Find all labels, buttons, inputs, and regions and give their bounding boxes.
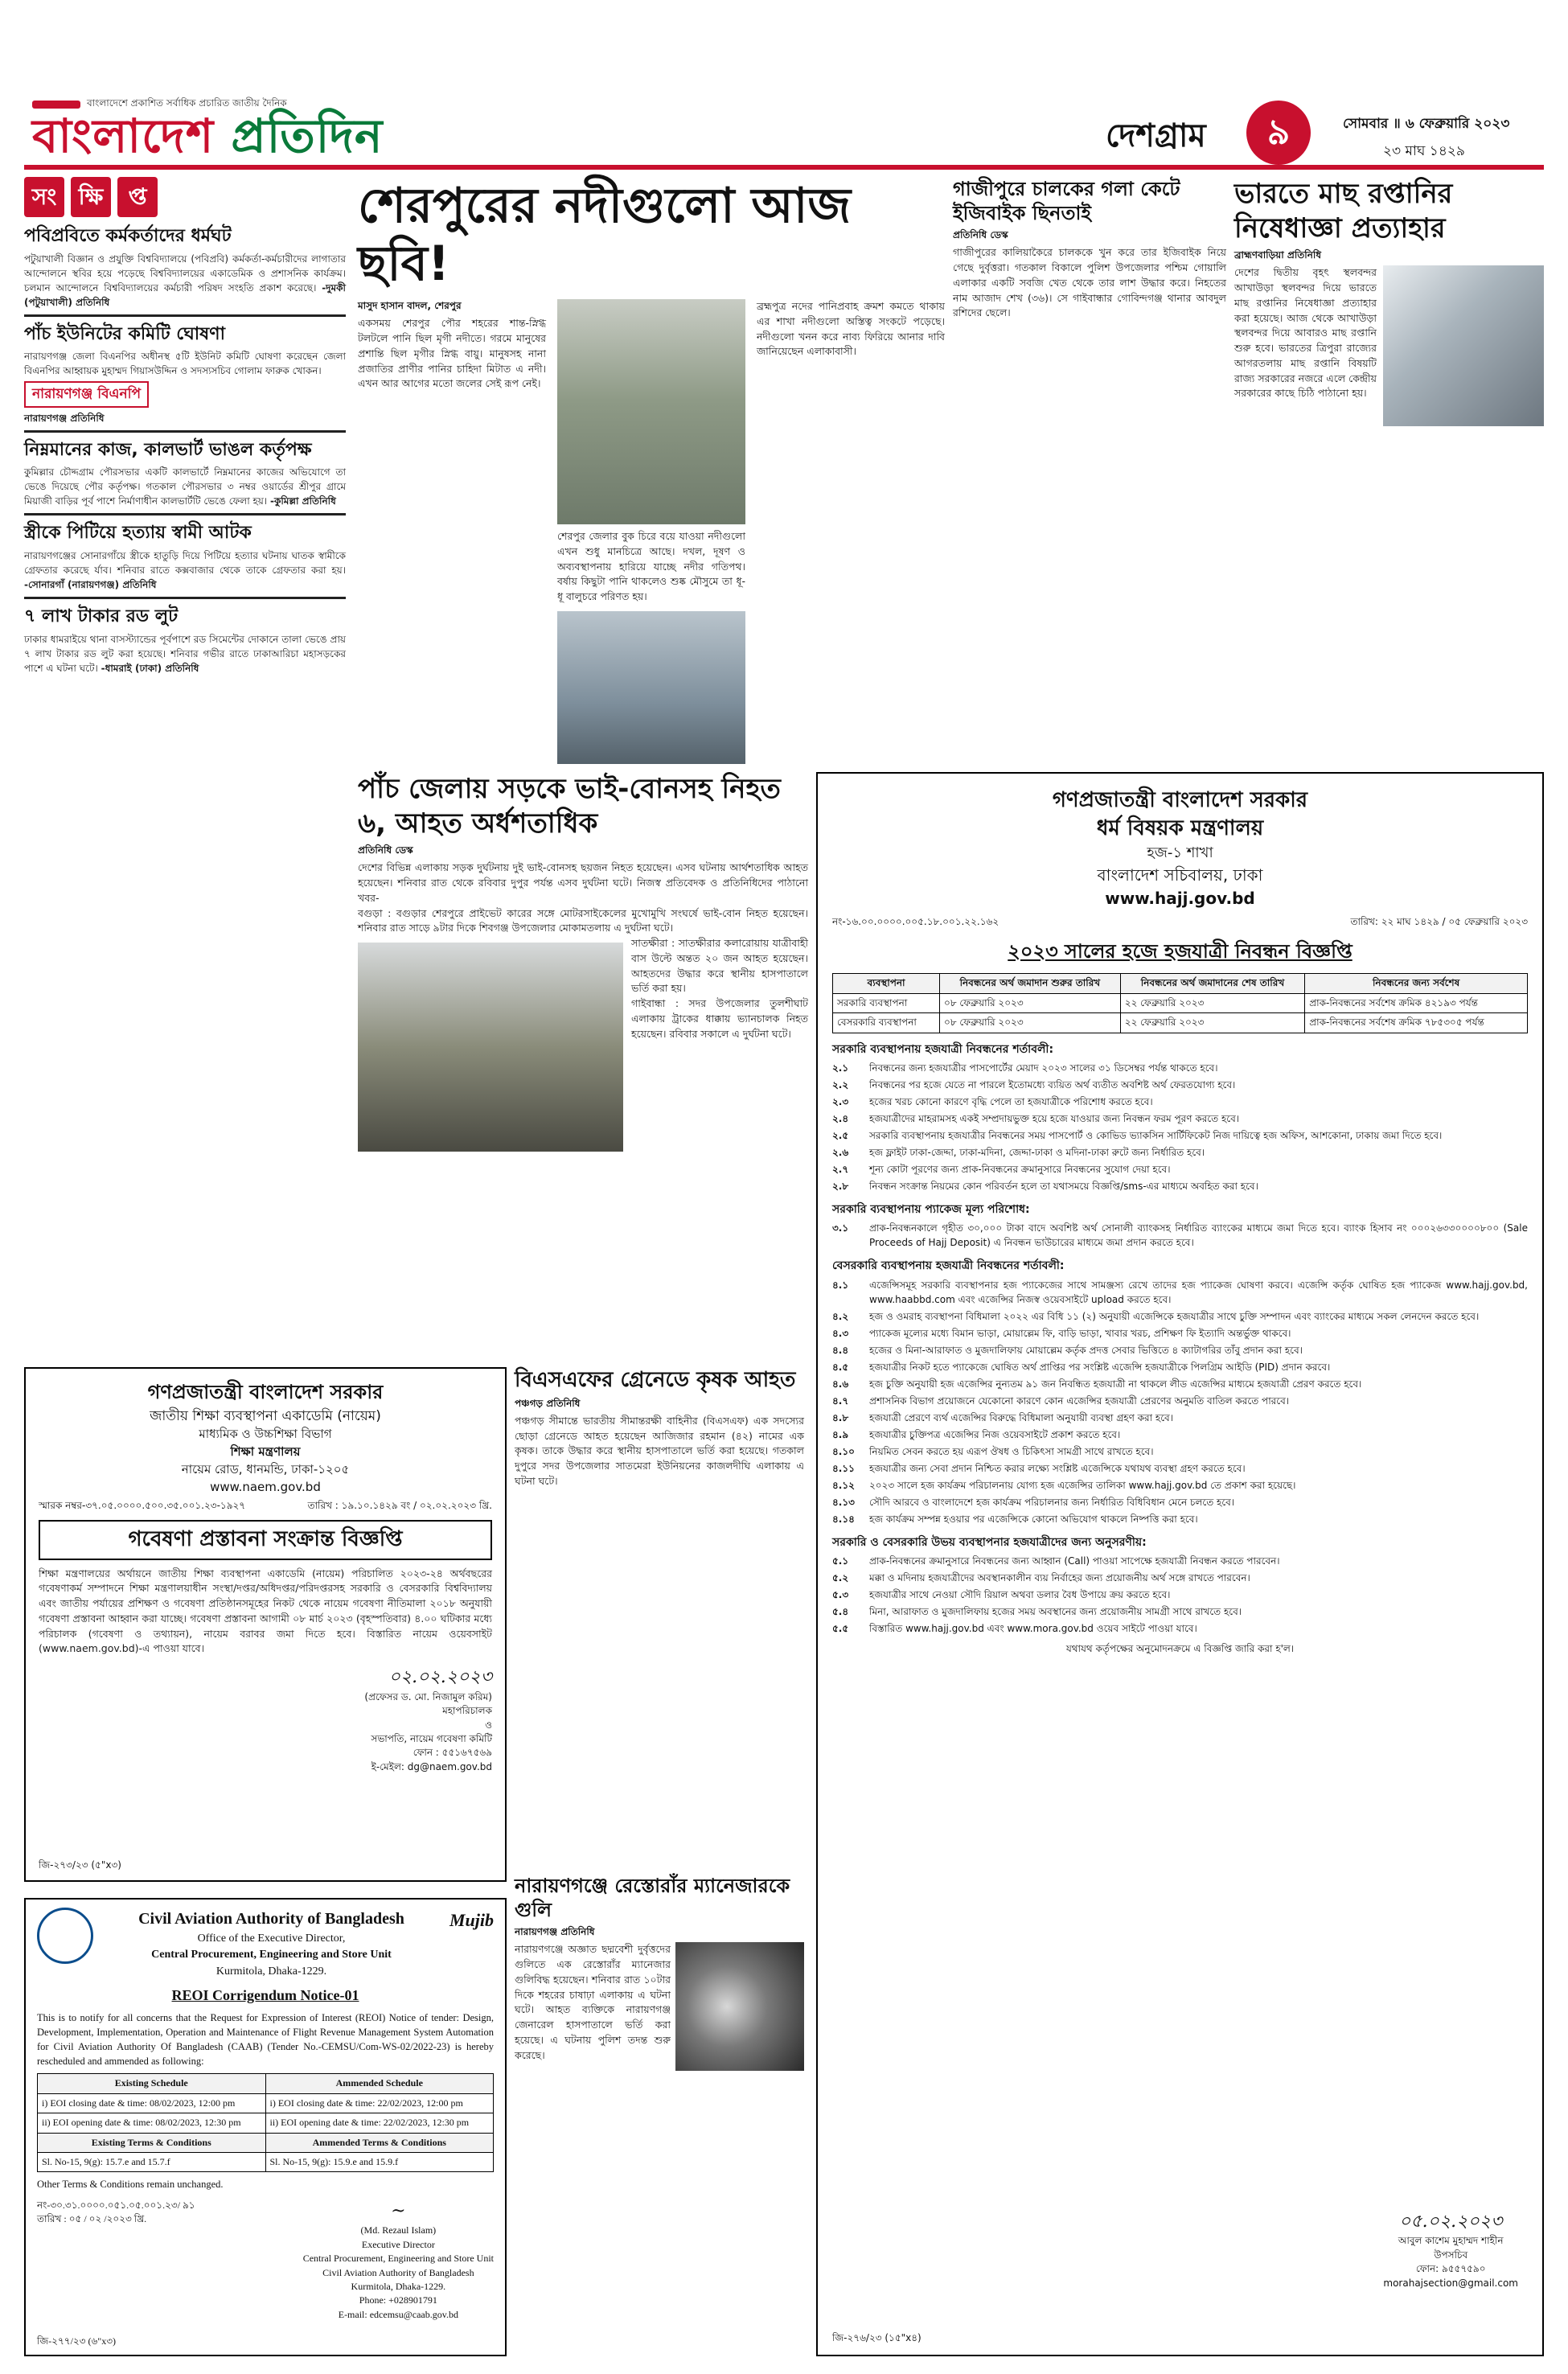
clause-number: ৪.৭ [832, 1394, 849, 1407]
caab-ref-date: তারিখ : ০৫ / ০২ /২০২৩ খ্রি. [37, 2212, 147, 2224]
naem-division: মাধ্যমিক ও উচ্চশিক্ষা বিভাগ [199, 1427, 332, 1442]
river-photo [557, 611, 745, 764]
clause-row [832, 1411, 1528, 1425]
clause-text: মিনা, আরাফাত ও মুজদালিফায় হজের সময় অবস্থানের জন্য প্রয়োজনীয় সামগ্রী সাথে রাখতে হবে। [869, 1605, 1242, 1617]
story-byline: নারায়ণগঞ্জ প্রতিনিধি [515, 1926, 595, 1937]
caab-office: Kurmitola, Dhaka-1229. [215, 1965, 327, 1978]
clause-text: প্রাক-নিবন্ধনকালে গৃহীত ৩০,০০০ টাকা বাদে অবশিষ্ট অর্থ সোনালী ব্যাংকসহ নির্ধারিত ব্যাংকের মাধ্যমে জমা দিতে হবে। ব্যাংক হিসাব নং ০০০২৬৩৩০০০০৮০০ (Sale Proceeds of Hajj Deposit) এ নিবন্ধন ভাউচারের মাধ্যমে জমা প্রদান করতে হবে। [869, 1222, 1528, 1249]
naem-gd: জি-২৭৩/২৩ (৫"x৩) [39, 1859, 121, 1871]
clause-number: ৫.৪ [832, 1605, 849, 1617]
signer-phone: Phone: +028901791 [359, 2294, 437, 2306]
clause-number: ৪.২ [832, 1310, 849, 1322]
date-line-bengali: ২৩ মাঘ ১৪২৯ [1383, 143, 1465, 159]
table-row [833, 993, 1528, 1012]
story-headline: নারায়ণগঞ্জে রেস্তোরাঁর ম্যানেজারকে গুলি [515, 1875, 790, 1921]
clause-row [832, 1394, 1528, 1408]
clause-number: ৪.১২ [832, 1479, 855, 1491]
clause-row [832, 1343, 1528, 1357]
clause-row [832, 1571, 1528, 1585]
signer-name: (Md. Rezaul Islam) [360, 2224, 437, 2236]
brief-item[interactable] [24, 225, 346, 310]
clause-row [832, 1128, 1528, 1143]
brief-byline: -কুমিল্লা প্রতিনিধি [270, 495, 336, 507]
clause-text: নিবন্ধনের জন্য হজযাত্রীর পাসপোর্টের মেয়াদ ২০২৩ সালের ৩১ ডিসেম্বর পর্যন্ত থাকতে হবে। [869, 1062, 1218, 1074]
story-text: নারায়ণগঞ্জে অজ্ঞাত ছদ্মবেশী দুর্বৃত্তদের গুলিতে এক রেস্তোরাঁর ম্যানেজার গুলিবিদ্ধ হয়েছেন। শনিবার রাত ১০টার দিকে শহরের চাষাঢ়া এলাকায় এ ঘটনা ঘটে। আহত ব্যক্তিকে নারায়ণগঞ্জ জেনারেল হাসপাতালে ভর্তি করা হয়েছে। এ ঘটনায় পুলিশ তদন্ত শুরু করেছে। [515, 1943, 671, 2061]
caab-schedule-table [37, 2073, 494, 2172]
signer-title: মহাপরিচালক [442, 1705, 492, 1717]
clause-text: সরকারি ব্যবস্থাপনায় হজযাত্রীর নিবন্ধনের সময় পাসপোর্ট ও কোভিড ভ্যাকসিন সার্টিফিকেট নিজ দায়িত্বে হজ অফিস, আশকোনা, ঢাকায় জমা দিতে হবে। [869, 1129, 1443, 1141]
lead-story[interactable] [358, 177, 945, 764]
story-byline: ব্রাহ্মণবাড়িয়া প্রতিনিধি [1234, 249, 1322, 261]
gun-photo [675, 1942, 804, 2071]
table-header: নিবন্ধনের অর্থ জমাদানের শেষ তারিখ [1120, 974, 1304, 993]
clause-text: নিবন্ধনের পর হজে যেতে না পারলে ইতোমধ্যে ব্যয়িত অর্থ ব্যতীত অবশিষ্ট অর্থ ফেরতযোগ্য হবে। [869, 1078, 1236, 1090]
clause-number: ৪.৪ [832, 1344, 849, 1356]
clause-row [832, 1621, 1528, 1636]
clause-text: হজের ও মিনা-আরাফাত ও মুজদালিফায় মোয়াল্লেম কর্তৃক প্রদত্ত সেবার ভিত্তিতে ৪ ক্যাটাগরির তাঁবু প্রদান করা হবে। [869, 1344, 1303, 1356]
clause-text: হজযাত্রীর নিকট হতে প্যাকেজে ঘোষিত অর্থ প্রাপ্তির পর সংশ্লিষ্ট এজেন্সি হজযাত্রীকে পিলগ্রিম আইডি (PID) প্রদান করবে। [869, 1361, 1331, 1373]
lead-byline: মাসুদ হাসান বাদল, শেরপুর [358, 300, 462, 311]
clause-number: ২.৮ [832, 1180, 849, 1192]
accident-photo [358, 943, 623, 1152]
divider [24, 597, 346, 599]
table-header: Ammended Terms & Conditions [265, 2133, 494, 2152]
story-headline: পাঁচ জেলায় সড়কে ভাই-বোনসহ নিহত ৬, আহত অর্ধশতাধিক [358, 773, 781, 840]
table-header: Existing Schedule [38, 2074, 266, 2093]
india-fish-story[interactable] [1234, 177, 1544, 764]
caab-other: Other Terms & Conditions remain unchanged. [37, 2179, 224, 2191]
clause-number: ৪.১৩ [832, 1496, 855, 1508]
briefs-column [24, 177, 346, 1319]
clause-number: ৪.১৪ [832, 1513, 855, 1525]
clause-text: সৌদি আরবে ও বাংলাদেশে হজ কার্যক্রম পরিচালনার জন্য নির্ধারিত বিধিবিধান মেনে চলতে হবে। [869, 1496, 1235, 1508]
signature: ০২.০২.২০২৩ [388, 1667, 492, 1688]
naem-ref-row [39, 1499, 492, 1513]
clause-number: ২.৩ [832, 1095, 849, 1107]
clause-text: বিস্তারিত www.hajj.gov.bd এবং www.mora.gov.bd ওয়েব সাইটে পাওয়া যাবে। [869, 1622, 1197, 1634]
table-row [38, 2153, 494, 2172]
clause-text: হজযাত্রীর সাথে নেওয়া সৌদি রিয়াল অথবা ডলার বৈধ উপায়ে ক্রয় করতে হবে। [869, 1588, 1171, 1600]
clause-text: মক্কা ও মদিনায় হজযাত্রীদের অবস্থানকালীন ব্যয় নির্বাহের জন্য প্রয়োজনীয় অর্থ সঙ্গে রাখতে পারবেন। [869, 1571, 1250, 1583]
naem-body: শিক্ষা মন্ত্রণালয়ের অর্থায়নে জাতীয় শিক্ষা ব্যবস্থাপনা একাডেমি (নায়েম) পরিচালিত ২০২৩-২৪ অর্থবছরের গবেষণাকর্ম সম্পাদনে শিক্ষা মন্ত্রণালয়াধীন সংস্থা/দপ্তর/অধিদপ্তর/পরিদপ্তরসহ সরকারি ও বেসরকারি বিশ্ববিদ্যালয় এবং জাতীয় পর্যায়ের প্রশিক্ষণ ও গবেষণা প্রতিষ্ঠানসমূহের নিকট থেকে নায়েম গবেষণা নীতিমালা ২০১৮ অনুযায়ী গবেষণা প্রস্তাবনা আহ্বান করা যাচ্ছে। গবেষণা প্রস্তাবনা আগামী ০৮ মার্চ ২০২৩ (বৃহস্পতিবার) ৪.০০ ঘটিকার মধ্যে পরিচালক (গবেষণা ও তথ্যায়ন), নায়েম বরাবর জমা দিতে হবে। বিস্তারিত নায়েম ওয়েবসাইট (www.naem.gov.bd)-এ পাওয়া যাবে। [39, 1567, 492, 1655]
hajj-ref-row [832, 915, 1528, 929]
brief-title: নিম্নমানের কাজ, কালভার্ট ভাঙল কর্তৃপক্ষ [24, 439, 312, 460]
clause-text: হজ কার্যক্রম সম্পন্ন হওয়ার পর এজেন্সিকে কোনো অভিযোগ থাকলে নিষ্পত্তি করা হবে। [869, 1513, 1198, 1525]
logo-part1: বাংলাদেশ [32, 109, 215, 163]
signer-title: সভাপতি, নায়েম গবেষণা কমিটি [371, 1733, 492, 1745]
brief-body: কুমিল্লার চৌদ্দগ্রাম পৌরসভার একটি কালভার্টে নিম্নমানের কাজের অভিযোগে তা ভেঙে দিয়েছে পৌর কর্তৃপক্ষ। গতকাল পৌরসভার ৩ নম্বর ওয়ার্ডের শ্রীপুর গ্রামে মিয়াজী বাড়ির পূর্ব পাশে নির্মাণাধীন কালভার্টটি ভেঙে ফেলা হয়। -কুমিল্লা প্রতিনিধি [24, 466, 346, 507]
table-cell: ০৮ ফেব্রুয়ারি ২০২৩ [940, 1013, 1121, 1033]
briefs-header-letter: প্ত [117, 177, 158, 217]
signer-phone: ফোন : ৫৫১৬৭৫৬৯ [413, 1747, 492, 1759]
divider [24, 430, 346, 433]
clause-number: ৪.১১ [832, 1462, 855, 1474]
signature-icon: ~ [391, 2200, 406, 2221]
story-headline: গাজীপুরে চালকের গলা কেটে ইজিবাইক ছিনতাই [953, 178, 1180, 224]
table-cell: Sl. No-15, 9(g): 15.7.e and 15.7.f [38, 2153, 266, 2172]
naem-title: গবেষণা প্রস্তাবনা সংক্রান্ত বিজ্ঞপ্তি [39, 1520, 492, 1560]
clause-row [832, 1221, 1528, 1250]
hajj-section-title: সরকারি ব্যবস্থাপনায় হজযাত্রী নিবন্ধনের শর্তাবলী: [832, 1042, 1054, 1056]
hajj-ministry: ধর্ম বিষয়ক মন্ত্রণালয় [1096, 816, 1264, 841]
clause-row [832, 1078, 1528, 1092]
signer-phone: ফোন: ৯৫৫৭৫৯০ [1415, 2263, 1486, 2275]
caab-notice [24, 1898, 507, 2356]
brief-byline: -ধামরাই (ঢাকা) প্রতিনিধি [101, 662, 199, 674]
table-cell: বেসরকারি ব্যবস্থাপনা [833, 1013, 940, 1033]
hajj-gov: গণপ্রজাতন্ত্রী বাংলাদেশ সরকার [1052, 788, 1308, 812]
story-text: সাতক্ষীরা : সাতক্ষীরার কলারোয়ায় যাত্রীবাহী বাস উল্টে অন্তত ২০ জন আহত হয়েছেন। আহতদের উদ্ধার করে স্থানীয় হাসপাতালে ভর্তি করা হয়। [631, 937, 808, 995]
clause-row [832, 1587, 1528, 1602]
clause-row [832, 1111, 1528, 1126]
clause-text: ২০২৩ সালে হজ কার্যক্রম পরিচালনায় যোগ্য হজ এজেন্সির তালিকা www.hajj.gov.bd তে প্রকাশ করা হয়েছে। [869, 1479, 1296, 1491]
story-byline: প্রতিনিধি ডেস্ক [953, 229, 1008, 240]
clause-text: হজের খরচ কোনো কারণে বৃদ্ধি পেলে তা হজযাত্রীকে পরিশোধ করতে হবে। [869, 1095, 1153, 1107]
clause-number: ২.২ [832, 1078, 849, 1090]
clause-row [832, 1444, 1528, 1459]
naem-website[interactable]: www.naem.gov.bd [210, 1479, 321, 1494]
lead-body [358, 299, 945, 764]
clause-row [832, 1495, 1528, 1509]
caab-intro: This is to notify for all concerns that the Request for Expression of Interest (REOI) Notice of tender: Design, Development, Implementation, Operation and Maintenance of Flight Revenue Management System Automation for Civil Aviation Authority Of Bangladesh (CAAB) (Tender No.-CEMSU/Com-WS-02/2022-23) is hereby rescheduled and ammended as following: [37, 2011, 494, 2068]
signer-name: আবুল কাশেম মুহাম্মদ শাহীন [1398, 2235, 1504, 2247]
brief-body: ঢাকার ধামরাইয়ে থানা বাসস্ট্যান্ডের পূর্বপাশে রড সিমেন্টের দোকানে তালা ভেঙে প্রায় ৭ লাখ টাকার রড লুট করা হয়েছে। শনিবার গভীর রাতে ঢাকাআরিচা মহাসড়কের পাশে এ ঘটনা ঘটে। -ধামরাই (ঢাকা) প্রতিনিধি [24, 633, 346, 674]
table-cell: i) EOI closing date & time: 22/02/2023, 12:00 pm [265, 2093, 494, 2113]
gazipur-story[interactable] [953, 177, 1226, 764]
clause-number: ৪.৩ [832, 1327, 849, 1339]
clause-number: ৪.১০ [832, 1445, 855, 1457]
brief-item[interactable] [24, 522, 346, 592]
clause-text: হজযাত্রী প্রেরণে ব্যর্থ এজেন্সির বিরুদ্ধে বিধিমালা অনুযায়ী ব্যবস্থা গ্রহণ করা হবে। [869, 1411, 1174, 1423]
page-number: ৯ [1246, 101, 1311, 165]
clause-number: ২.৬ [832, 1146, 849, 1158]
story-byline: পঞ্চগড় প্রতিনিধি [515, 1397, 581, 1409]
clause-number: ৩.১ [832, 1222, 849, 1234]
lead-text: ব্রহ্মপুত্র নদের পানিপ্রবাহ ক্রমশ কমতে থাকায় এর শাখা নদীগুলো অস্তিত্ব সংকটে পড়েছে। নদীগুলো খনন করে নাব্য ফিরিয়ে আনার দাবি জানিয়েছেন এলাকাবাসী। [757, 300, 945, 358]
clause-text: প্রাক-নিবন্ধনের ক্রমানুসারে নিবন্ধনের জন্য আহ্বান (Call) পাওয়া সাপেক্ষে হজযাত্রী নিবন্ধন করতে পারবেন। [869, 1555, 1280, 1567]
story-text: পঞ্চগড় সীমান্তে ভারতীয় সীমান্তরক্ষী বাহিনীর (বিএসএফ) এক সদস্যের ছোড়া গ্রেনেডে আহত হয়েছেন আজিজার রহমান (৪২) নামের এক কৃষক। তাকে উদ্ধার করে স্থানীয় হাসপাতালে ভর্তি করা হয়েছে। গতকাল দুপুরে সদর উপজেলার সাতমেরা ইউনিয়নের কাজলদীঘি এলাকায় এ ঘটনা ঘটে। [515, 1414, 804, 1487]
clause-text: এজেন্সিসমূহ সরকারি ব্যবস্থাপনার হজ প্যাকেজের সাথে সামঞ্জস্য রেখে তাদের হজ প্যাকেজ ঘোষণা করবে। এজেন্সি কর্তৃক ঘোষিত হজ প্যাকেজ www.hajj.gov.bd, www.haabbd.com এবং এজেন্সির নিজস্ব ওয়েবসাইটে upload করতে হবে। [869, 1279, 1528, 1305]
hajj-section-title: বেসরকারি ব্যবস্থাপনায় হজযাত্রী নিবন্ধনের শর্তাবলী: [832, 1259, 1065, 1273]
table-row [38, 2093, 494, 2113]
table-cell: প্রাক-নিবন্ধনের সর্বশেষ ক্রমিক ৪২১৯৩ পর্যন্ত [1305, 993, 1528, 1012]
hajj-approval: যথাযথ কর্তৃপক্ষের অনুমোদনক্রমে এ বিজ্ঞপ্তি জারি করা হ'ল। [1065, 1642, 1295, 1654]
hajj-section-3 [832, 1221, 1528, 1250]
brief-title: পাঁচ ইউনিটের কমিটি ঘোষণা [24, 323, 225, 344]
story-byline: প্রতিনিধি ডেস্ক [358, 844, 413, 856]
clause-row [832, 1360, 1528, 1374]
lead-text: একসময় শেরপুর পৌর শহরের শান্ত-স্নিগ্ধ টলটলে পানি ছিল মৃগী নদীতে। গরমে মানুষের প্রশান্তি ছিল মৃগীর স্নিগ্ধ বায়ু। মানুষসহ নানা প্রজাতির প্রাণীর পানির চাহিদা মিটাত এ নদী। এখন আর আগের মতো জলের সেই রূপ নেই। [358, 317, 546, 390]
newspaper-logo[interactable] [32, 111, 383, 162]
table-header: নিবন্ধনের অর্থ জমাদান শুরুর তারিখ [940, 974, 1121, 993]
clause-number: ৪.৮ [832, 1411, 849, 1423]
table-row [833, 1013, 1528, 1033]
clause-row [832, 1095, 1528, 1109]
clause-text: হজ চুক্তি অনুযায়ী হজ এজেন্সির নুন্যতম ৯১ জন নিবন্ধিত হজযাত্রী না থাকলে লীড এজেন্সির মাধ্যমে হজযাত্রী প্রেরণ করতে হবে। [869, 1378, 1362, 1390]
caab-office: Central Procurement, Engineering and Store Unit [151, 1949, 392, 1961]
story-text: দেশের দ্বিতীয় বৃহৎ স্থলবন্দর আখাউড়া স্থলবন্দর দিয়ে ভারতে মাছ রপ্তানির নিষেধাজ্ঞা প্রত্যাহার করা হয়েছে। আজ থেকে আখাউড়া স্থলবন্দর দিয়ে আবারও মাছ রপ্তানি শুরু হবে। ভারতের ত্রিপুরা রাজ্যের আগরতলায় মাছ রপ্তানি বিষয়টি রাজ্য সরকারের নজরে এলে কেন্দ্রীয় সরকারের কাছে চিঠি পাঠানো হয়। [1234, 266, 1377, 400]
clause-number: ৪.৫ [832, 1361, 849, 1373]
clause-number: ৪.৬ [832, 1378, 849, 1390]
table-header: ব্যবস্থাপনা [833, 974, 940, 993]
clause-text: হজযাত্রীর জন্য সেবা প্রদান নিশ্চিত করার লক্ষ্যে সংশ্লিষ্ট এজেন্সিকে যথাযথ ব্যবস্থা গ্রহণ করতে হবে। [869, 1462, 1246, 1474]
table-cell: i) EOI closing date & time: 08/02/2023, 12:00 pm [38, 2093, 266, 2113]
hajj-section-title: সরকারি ব্যবস্থাপনায় প্যাকেজ মূল্য পরিশোধ: [832, 1202, 1030, 1216]
caab-signature-block [303, 2199, 494, 2323]
signer-email[interactable]: ই-মেইল: dg@naem.gov.bd [371, 1760, 492, 1772]
story-text: দেশের বিভিন্ন এলাকায় সড়ক দুর্ঘটনায় দুই ভাই-বোনসহ ছয়জন নিহত হয়েছেন। এসব ঘটনায় আর্থশতাধিক আহত হয়েছেন। শনিবার রাত থেকে রবিবার দুপুর পর্যন্ত এসব দুর্ঘটনা ঘটে। নিজস্ব প্রতিবেদক ও প্রতিনিধিদের পাঠানো খবর- [358, 861, 808, 904]
masthead-rule [24, 165, 1544, 170]
lead-headline: শেরপুরের নদীগুলো আজ ছবি! [358, 178, 852, 292]
brief-body: নারায়ণগঞ্জ জেলা বিএনপির অধীনস্থ ৫টি ইউনিট কমিটি ঘোষণা করেছেন জেলা বিএনপির আহ্বায়ক মুহাম্মদ গিয়াসউদ্দিন ও সদস্যসচিব গোলাম ফারুক খোকন। [24, 351, 346, 377]
naem-notice [24, 1367, 507, 1882]
clause-row [832, 1512, 1528, 1526]
story-text: গাইবান্ধা : সদর উপজেলার তুলশীঘাট এলাকায় ট্রাকের ধাক্কায় ভ্যানচালক নিহত হয়েছেন। রবিবার সকালে এ দুর্ঘটনা ঘটে। [631, 997, 808, 1040]
clause-text: প্যাকেজ মূল্যের মধ্যে বিমান ভাড়া, মোয়াল্লেম ফি, বাড়ি ভাড়া, খাবার খরচ, প্রশিক্ষণ ফি ইত্যাদি অন্তর্ভুক্ত থাকবে। [869, 1327, 1291, 1339]
naem-ministry: শিক্ষা মন্ত্রণালয় [230, 1444, 301, 1460]
caab-ref: নং-৩০.৩১.০০০০.০৫১.০৫.০০১.২৩/ ৯১ [37, 2199, 195, 2211]
clause-number: ৫.২ [832, 1571, 849, 1583]
signer-title: Executive Director [361, 2238, 435, 2250]
clause-row [832, 1179, 1528, 1193]
table-cell: ii) EOI opening date & time: 08/02/2023, 12:30 pm [38, 2113, 266, 2133]
brief-body: পটুয়াখালী বিজ্ঞান ও প্রযুক্তি বিশ্ববিদ্যালয়ে (পবিপ্রবি) কর্মকর্তা-কর্মচারীদের লাগাতার আন্দোলনে স্থবির হয়ে পড়েছে বিশ্ববিদ্যালয়ের একাডেমিক ও প্রশাসনিক কার্যক্রম। চলমান আন্দোলনে বিশ্ববিদ্যালয়ের কর্মচারী পরিষদ সংহতি প্রকাশ করেছে। -দুমকী (পটুয়াখালী) প্রতিনিধি [24, 253, 346, 308]
clause-row [832, 1061, 1528, 1075]
clause-text: হজযাত্রীর চুক্তিপত্র এজেন্সির নিজ ওয়েবসাইটে প্রকাশ করতে হবে। [869, 1428, 1121, 1440]
briefs-header-letter: সং [24, 177, 64, 217]
divider [24, 314, 346, 317]
logo-strip [32, 101, 80, 109]
brief-title: ৭ লাখ টাকার রড লুট [24, 606, 179, 627]
brief-byline: নারায়ণগঞ্জ প্রতিনিধি [24, 412, 105, 424]
masthead [24, 16, 1544, 173]
hajj-section-5 [832, 1554, 1528, 1636]
clause-row [832, 1427, 1528, 1442]
naem-date: তারিখ : ১৯.১০.১৪২৯ বং / ০২.০২.২০২৩ খ্রি. [307, 1500, 492, 1512]
fish-photo [1383, 265, 1544, 426]
caab-office: Office of the Executive Director, [197, 1932, 346, 1945]
signer-org: Civil Aviation Authority of Bangladesh [322, 2266, 474, 2278]
masthead-tagline: বাংলাদেশে প্রকাশিত সর্বাধিক প্রচারিত জাতীয় দৈনিক [87, 97, 287, 109]
lead-text: শেরপুর জেলার বুক চিরে বয়ে যাওয়া নদীগুলো এখন শুধু মানচিত্রে আছে। দখল, দূষণ ও অব্যবস্থাপনায় হারিয়ে যাচ্ছে নদীর গতিপথ। বর্ষায় কিছুটা পানি থাকলেও শুষ্ক মৌসুমে তা ধূ-ধূ বালুচরে পরিণত হয়। [557, 530, 745, 602]
naem-academy: জাতীয় শিক্ষা ব্যবস্থাপনা একাডেমি (নায়েম) [150, 1407, 381, 1424]
hajj-date: তারিখ: ২২ মাঘ ১৪২৯ / ০৫ ফেব্রুয়ারি ২০২৩ [1350, 916, 1528, 928]
brief-title: স্ত্রীকে পিটিয়ে হত্যায় স্বামী আটক [24, 523, 252, 544]
clause-row [832, 1309, 1528, 1324]
clause-number: ২.৪ [832, 1112, 849, 1124]
clause-number: ৪.১ [832, 1279, 849, 1291]
brief-title: পবিপ্রবিতে কর্মকর্তাদের ধর্মঘট [24, 226, 232, 246]
hajj-section-4 [832, 1278, 1528, 1526]
clause-row [832, 1554, 1528, 1568]
brief-tag: নারায়ণগঞ্জ বিএনপি [24, 381, 149, 408]
clause-text: হজ ও ওমরাহ ব্যবস্থাপনা বিধিমালা ২০২২ এর বিধি ১১ (২) অনুযায়ী এজেন্সিকে হজযাত্রীর সাথে চুক্তি সম্পাদন এবং ব্যাংকের মাধ্যমে সকল লেনদেন করতে হবে। [869, 1310, 1480, 1322]
brief-item[interactable] [24, 606, 346, 676]
clause-number: ২.৫ [832, 1129, 849, 1141]
clause-text: নিয়মিত সেবন করতে হয় এরূপ ঔষধ ও চিকিৎসা সামগ্রী সাথে রাখতে হবে। [869, 1445, 1154, 1457]
table-cell: ০৮ ফেব্রুয়ারি ২০২৩ [940, 993, 1121, 1012]
table-cell: সরকারি ব্যবস্থাপনা [833, 993, 940, 1012]
clause-text: প্রশাসনিক বিভাগ প্রয়োজনে যেকোনো কারণে কোন এজেন্সির হজযাত্রী প্রেরণের অনুমতি বাতিল করতে পারবে। [869, 1394, 1290, 1407]
naem-gov: গণপ্রজাতন্ত্রী বাংলাদেশ সরকার [147, 1381, 384, 1403]
hajj-gd: জি-২৭৬/২৩ (১৫"x৪) [832, 2331, 922, 2343]
clause-row [832, 1604, 1528, 1619]
brief-body: নারায়ণগঞ্জের সোনারগাঁয়ে স্ত্রীকে হাতুড়ি দিয়ে পিটিয়ে হত্যার ঘটনায় ঘাতক স্বামীকে গ্রেফতার করেছে র্যাব। শনিবার রাতে কক্সবাজার থেকে তাকে গ্রেফতার করা হয়। -সোনারগাঁ (নারায়ণগঞ্জ) প্রতিনিধি [24, 550, 346, 591]
naem-signature-block [39, 1665, 492, 1774]
signer-name: (প্রফেসর ড. মো. নিজামুল করিম) [364, 1690, 492, 1702]
caab-logo-icon [37, 1908, 93, 1964]
mujib-logo: Mujib [449, 1910, 494, 1930]
brief-item[interactable] [24, 323, 346, 425]
caab-ref-block [37, 2199, 195, 2323]
signer-address: Kurmitola, Dhaka-1229. [351, 2281, 446, 2293]
clause-row [832, 1145, 1528, 1160]
brief-item[interactable] [24, 439, 346, 509]
narayanganj-story[interactable] [515, 1874, 804, 2356]
date-line: সোমবার ॥ ৬ ফেব্রুয়ারি ২০২৩ [1343, 116, 1510, 132]
clause-number: ৫.৩ [832, 1588, 849, 1600]
story-headline: ভারতে মাছ রপ্তানির নিষেধাজ্ঞা প্রত্যাহার [1234, 178, 1453, 244]
river-photo [557, 299, 745, 524]
table-cell: ii) EOI opening date & time: 22/02/2023, 12:30 pm [265, 2113, 494, 2133]
clause-text: নিবন্ধন সংক্রান্ত নিয়মের কোন পরিবর্তন হলে তা যথাসময়ে বিজ্ঞপ্তি/sms-এর মাধ্যমে অবহিত করা হবে। [869, 1180, 1258, 1192]
briefs-header [24, 177, 346, 217]
caab-org: Civil Aviation Authority of Bangladesh [138, 1910, 404, 1928]
logo-part2: প্রতিদিন [214, 109, 384, 163]
grenade-story[interactable] [515, 1367, 804, 1866]
caab-notice-title: REOI Corrigendum Notice-01 [171, 1986, 359, 2003]
clause-number: ৫.১ [832, 1555, 849, 1567]
table-cell: Sl. No-15, 9(g): 15.9.e and 15.9.f [265, 2153, 494, 2172]
clause-row [832, 1326, 1528, 1341]
section-name: দেশগ্রাম [1106, 117, 1206, 154]
story-text: গাজীপুরের কালিয়াকৈরে চালককে খুন করে তার ইজিবাইক নিয়ে গেছে দুর্বৃত্তরা। গতকাল বিকালে পুলিশ উপজেলার পশ্চিম গোয়ালি এলাকার একটি সবজি খেত থেকে তার লাশ উদ্ধার করে। নিহতের নাম আজাদ শেখ (৩৬)। সে গাইবান্ধার গোবিন্দগঞ্জ থানার আবদুল রশিদের ছেলে। [953, 246, 1226, 319]
hajj-section-title: সরকারি ও বেসরকারি উভয় ব্যবস্থাপনার হজযাত্রীদের জন্য অনুসরণীয়: [832, 1535, 1147, 1549]
story-text: বগুড়া : বগুড়ার শেরপুরে প্রাইভেট কারের সঙ্গে মোটরসাইকেলের মুখোমুখি সংঘর্ষে ভাই-বোন নিহত হয়েছেন। শনিবার রাত সাড়ে ৯টার দিকে শিবগঞ্জ উপজেলার মোকামতলায় এ দুর্ঘটনা ঘটে। [358, 906, 808, 934]
brief-byline: -সোনারগাঁ (নারায়ণগঞ্জ) প্রতিনিধি [24, 579, 157, 591]
clause-text: হজযাত্রীদের মাহরামসহ একই সম্প্রদায়ভুক্ত হয়ে হজে যাওয়ার জন্য নিবন্ধন ফরম পূরণ করতে হবে। [869, 1112, 1240, 1124]
hajj-title: ২০২৩ সালের হজে হজযাত্রী নিবন্ধন বিজ্ঞপ্তি [1008, 939, 1353, 963]
clause-number: ৪.৯ [832, 1428, 849, 1440]
clause-row [832, 1461, 1528, 1476]
briefs-header-letter: ক্ষি [71, 177, 111, 217]
naem-memo: স্মারক নম্বর-৩৭.০৫.০০০০.৫০০.৩৫.০০১.২৩-১৯২৭ [39, 1500, 246, 1512]
hajj-branch: হজ-১ শাখা [1147, 844, 1213, 862]
clause-row [832, 1478, 1528, 1493]
signer-office: Central Procurement, Engineering and Store Unit [302, 2253, 494, 2265]
hajj-notice [816, 772, 1544, 2356]
table-header: Ammended Schedule [265, 2074, 494, 2093]
clause-row [832, 1278, 1528, 1307]
signer-email[interactable]: E-mail: edcemsu@caab.gov.bd [338, 2308, 458, 2320]
clause-number: ২.১ [832, 1062, 849, 1074]
clause-row [832, 1162, 1528, 1177]
clause-row [832, 1377, 1528, 1391]
table-row [38, 2113, 494, 2133]
hajj-schedule-table [832, 973, 1528, 1033]
table-cell: ২২ ফেব্রুয়ারি ২০২৩ [1120, 993, 1304, 1012]
naem-address: নায়েম রোড, ধানমন্ডি, ঢাকা-১২০৫ [181, 1461, 350, 1477]
signer-title: উপসচিব [1434, 2249, 1468, 2261]
clause-text: শূন্য কোটা পূরণের জন্য প্রাক-নিবন্ধনের ক্রমানুসারে নিবন্ধনের সুযোগ দেয়া হবে। [869, 1163, 1171, 1175]
hajj-website[interactable]: www.hajj.gov.bd [1105, 889, 1255, 909]
clause-number: ৫.৫ [832, 1622, 849, 1634]
signature: ০৫.০২.২০২৩ [1398, 2211, 1503, 2232]
clause-number: ২.৭ [832, 1163, 849, 1175]
signer-email[interactable]: morahajsection@gmail.com [1383, 2277, 1518, 2289]
caab-gd: জি-২৭৭/২৩ (৬"x৩) [37, 2335, 117, 2347]
divider [24, 513, 346, 515]
table-cell: ২২ ফেব্রুয়ারি ২০২৩ [1120, 1013, 1304, 1033]
table-header: Existing Terms & Conditions [38, 2133, 266, 2152]
hajj-address: বাংলাদেশ সচিবালয়, ঢাকা [1097, 865, 1263, 885]
hajj-memo: নং-১৬.০০.০০০০.০০৫.১৮.০০১.২২.১৬২ [832, 916, 999, 928]
clause-text: হজ ফ্লাইট ঢাকা-জেদ্দা, ঢাকা-মদিনা, জেদ্দা-ঢাকা ও মদিনা-ঢাকা রুটে জন্য নির্ধারিত হবে। [869, 1146, 1205, 1158]
hajj-section-1 [832, 1061, 1528, 1193]
table-cell: প্রাক-নিবন্ধনের সর্বশেষ ক্রমিক ৭৮৫৩০৫ পর্যন্ত [1305, 1013, 1528, 1033]
signer-title: ও [485, 1719, 492, 1731]
brief-byline: -দুমকী (পটুয়াখালী) প্রতিনিধি [24, 281, 346, 308]
table-header: নিবন্ধনের জন্য সর্বশেষ [1305, 974, 1528, 993]
hajj-signature-block [1383, 2209, 1518, 2290]
story-headline: বিএসএফের গ্রেনেডে কৃষক আহত [515, 1368, 796, 1392]
